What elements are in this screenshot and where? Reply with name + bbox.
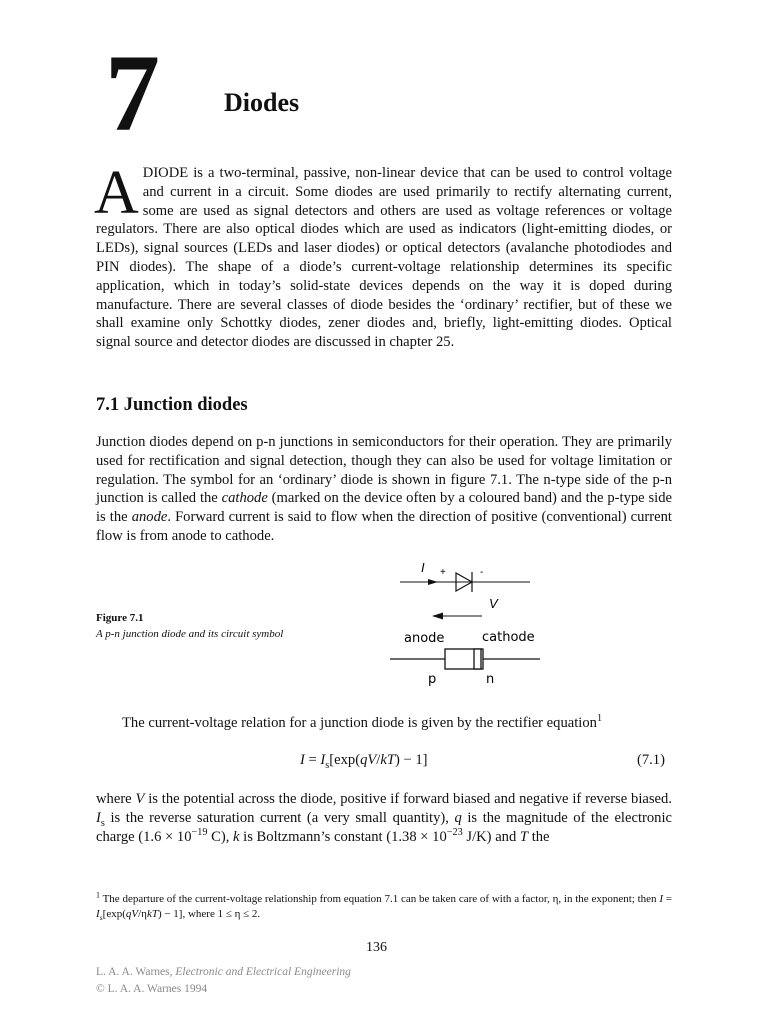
figure-description: A p-n junction diode and its circuit symbol	[96, 628, 284, 640]
text-run: is the magnitude of the electronic charge (1.6 × 10	[96, 809, 672, 845]
anode-term: anode	[131, 509, 168, 526]
chapter-title: Diodes	[224, 88, 300, 117]
rectifier-equation: $I = I_s[\exp(qV/kT) - 1]$	[300, 752, 428, 771]
equation-explanation	[96, 790, 672, 846]
author-name: L. A. A. Warnes,	[96, 966, 176, 978]
section-text-a: Junction diodes depend on p-n junctions in semiconductors for their operation. They are primarily used for rectification and signal detection, though they can also be used for voltage limitation or regulation. The symbol for an ‘ordinary’ diode is shown in figure 7.1. The n-type side of the p-n junction is called the	[96, 434, 672, 507]
voltage-arrow-head	[432, 613, 443, 620]
footnote-text: The departure of the current-voltage relationship from equation 7.1 can be taken care of with a factor, η, in the exponent; then	[100, 893, 660, 905]
symbol-k: k	[233, 828, 240, 845]
symbol-is: I	[96, 809, 101, 826]
cathode-band	[474, 649, 481, 669]
text-run: is the potential across the diode, positive if forward biased and negative if reverse biased.	[144, 791, 672, 807]
intro-paragraph	[94, 159, 672, 352]
intro-text: DIODE is a two-terminal, passive, non-linear device that can be used to control voltage and current in a circuit. Some diodes are used primarily to rectify alternating current, some are used as signal detectors and others are used as voltage references or voltage regulators. There are also optical diodes which are used as indicators (light-emitting diodes, or LEDs), signal sources (LEDs and laser diodes) or optical detectors (avalanche photodiodes and PIN diodes). The shape of a diode’s current-voltage relationship determines its specific application, which in today’s solid-state devices depends on the way it is doped during manufacture. There are several classes of diode besides the ‘ordinary’ rectifier, but of these we shall examine only Schottky diodes, zener diodes and, briefly, light-emitting diodes. Optical signal source and detector diodes are discussed in chapter 25.	[96, 165, 672, 351]
symbol-is-sub: s	[100, 817, 105, 829]
author-credit	[96, 966, 351, 978]
text-run: is the reverse saturation current (a very small quantity),	[104, 809, 455, 826]
section-heading: 7.1 Junction diodes	[96, 395, 248, 415]
plus-sign: +	[440, 567, 446, 578]
section-text-b: (marked on the device often by a coloured band) and the p-type side is the	[96, 490, 672, 526]
p-label: p	[428, 672, 437, 687]
relation-intro	[122, 715, 682, 732]
copyright-notice: © L. A. A. Warnes 1994	[96, 983, 208, 995]
symbol-t: T	[519, 828, 529, 845]
exponent: −19	[191, 826, 208, 838]
figure-label: Figure 7.1	[96, 612, 144, 624]
text-run: C),	[207, 828, 234, 845]
symbol-v: V	[135, 791, 145, 807]
n-label: n	[486, 672, 495, 687]
section-text-c: . Forward current is said to flow when the direction of positive (conventional) current flow is from anode to cathode.	[96, 509, 672, 544]
page-number: 136	[366, 940, 387, 955]
voltage-label: V	[489, 596, 498, 611]
minus-sign: -	[480, 567, 484, 578]
cathode-label: cathode	[482, 630, 535, 645]
cathode-term: cathode	[221, 490, 268, 507]
symbol-q: q	[454, 809, 462, 826]
relation-text: The current-voltage relation for a junction diode is given by the rectifier equation	[122, 715, 597, 731]
footnote-mark: 1	[96, 890, 100, 900]
text-run: the	[528, 828, 550, 845]
section-paragraph	[96, 433, 672, 546]
equation-number: (7.1)	[637, 752, 665, 768]
figure-caption	[96, 610, 356, 642]
anode-label: anode	[404, 631, 445, 646]
book-title: Electronic and Electrical Engineering	[175, 966, 351, 978]
footnote-text: , where 1 ≤ η ≤ 2.	[182, 908, 261, 920]
exponent: −23	[446, 826, 463, 838]
text-run: is Boltzmann’s constant (1.38 × 10	[239, 828, 447, 845]
current-label: I	[421, 560, 425, 575]
current-arrow-head	[428, 579, 438, 585]
chapter-number: 7	[105, 32, 158, 154]
diode-diagram	[390, 560, 560, 690]
drop-cap: A	[94, 159, 139, 227]
text-run: J/K) and	[462, 828, 520, 845]
footnote-ref: 1	[596, 713, 603, 725]
footnote: $^1$ The departure of the current-voltage relationship from equation 7.1 can be taken care of with a factor, η, in the exponent; then $I = I_s[\exp(qV/\eta kT) - 1]$, where 1 ≤ η ≤ 2.	[96, 890, 672, 923]
text-run: where	[96, 791, 136, 807]
